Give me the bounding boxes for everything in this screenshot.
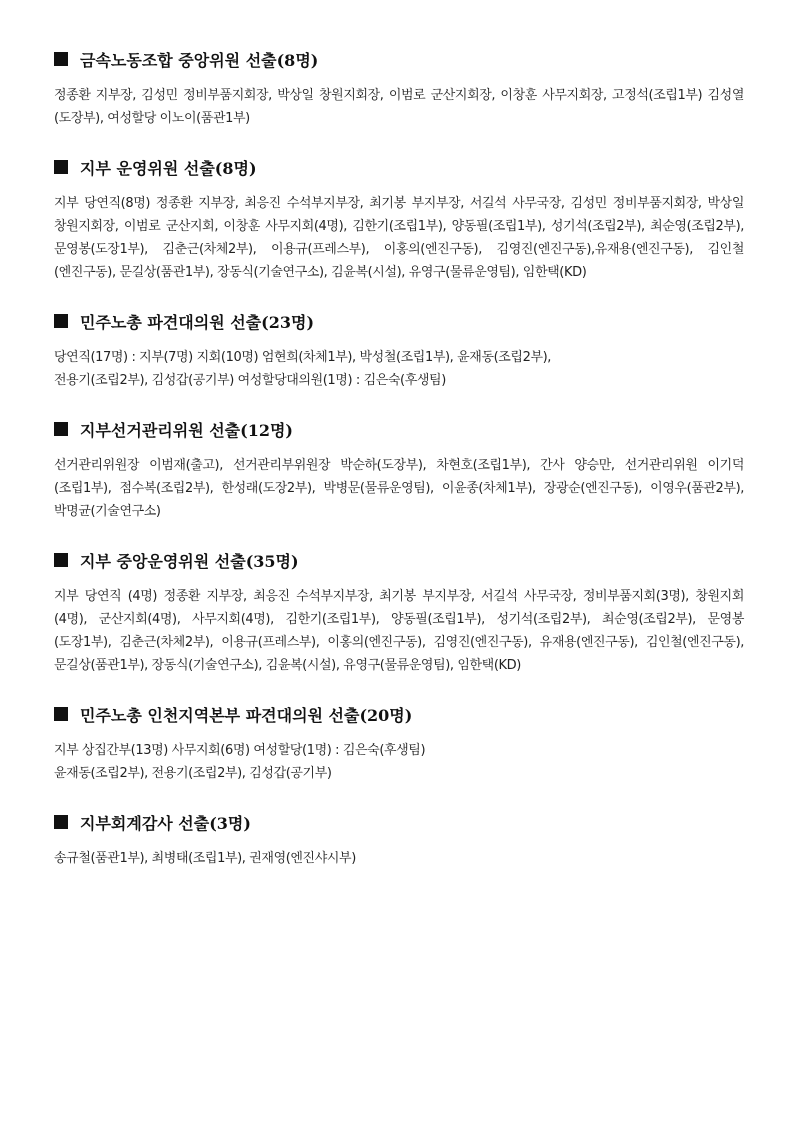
section-title: 지부 운영위원 선출(8명) [80, 158, 257, 178]
section-incheon-regional-delegates [54, 699, 744, 785]
section-body-line: 지부 상집간부(13명) 사무지회(6명) 여성할당(1명) : 김은숙(후생팀) [54, 743, 426, 758]
section-branch-steering-committee [54, 152, 744, 284]
section-body: 선거관리위원장 이범재(출고), 선거관리부위원장 박순하(도장부), 차현호(조립1부), 간사 양승만, 선거관리위원 이기덕(조립1부), 점수복(조립2부), 한성래(도장2부), 박병문(물류운영팀), 이윤종(차체1부), 장광순(엔진구동), 이영우(품관2부), 박명균(기술연구소) [54, 458, 744, 519]
section-title: 금속노동조합 중앙위원 선출(8명) [80, 50, 319, 70]
square-bullet-icon [54, 707, 68, 721]
section-kctu-delegates [54, 306, 744, 392]
section-heading [54, 152, 744, 182]
square-bullet-icon [54, 160, 68, 174]
section-heading [54, 414, 744, 444]
section-title: 민주노총 파견대의원 선출(23명) [80, 312, 315, 332]
section-body: 지부 당연직 (4명) 정종환 지부장, 최응진 수석부지부장, 최기봉 부지부장, 서길석 사무국장, 정비부품지회(3명), 창원지회(4명), 군산지회(4명), 사무지회(4명), 김한기(조립1부), 양동필(조립1부), 성기석(조립2부), 최순영(조립2부), 문영봉(도장1부), 김춘근(차체2부), 이용규(프레스부), 이홍의(엔진구동), 김영진(엔진구동), 유재용(엔진구동), 김인철(엔진구동), 문길상(품관1부), 장동식(기술연구소), 김윤복(시설), 유영구(물류운영팀), 임한택(KD) [54, 589, 744, 673]
square-bullet-icon [54, 52, 68, 66]
square-bullet-icon [54, 422, 68, 436]
square-bullet-icon [54, 553, 68, 567]
square-bullet-icon [54, 815, 68, 829]
section-body-line: 전용기(조립2부), 김성갑(공기부) 여성할당대의원(1명) : 김은숙(후생팀) [54, 373, 446, 388]
section-heading [54, 699, 744, 729]
section-heading [54, 44, 744, 74]
document-page [54, 44, 744, 892]
section-heading [54, 545, 744, 575]
section-body-line: 윤재동(조립2부), 전용기(조립2부), 김성갑(공기부) [54, 766, 332, 781]
section-heading [54, 306, 744, 336]
section-metal-union-central-committee [54, 44, 744, 130]
section-central-steering-committee [54, 545, 744, 677]
section-body-line: 당연직(17명) : 지부(7명) 지회(10명) 엄현희(차체1부), 박성철(조립1부), 윤재동(조립2부), [54, 350, 552, 365]
section-title: 지부선거관리위원 선출(12명) [80, 420, 293, 440]
section-title: 지부회계감사 선출(3명) [80, 813, 251, 833]
section-heading [54, 807, 744, 837]
square-bullet-icon [54, 314, 68, 328]
section-body: 송규철(품관1부), 최병태(조립1부), 권재영(엔진샤시부) [54, 851, 356, 866]
section-body: 지부 당연직(8명) 정종환 지부장, 최응진 수석부지부장, 최기봉 부지부장, 서길석 사무국장, 김성민 정비부품지회장, 박상일 창원지회장, 이범로 군산지회, 이창훈 사무지회(4명), 김한기(조립1부), 양동필(조립1부), 성기석(조립2부), 최순영(조립2부), 문영봉(도장1부), 김춘근(차체2부), 이용규(프레스부), 이홍의(엔진구동), 김영진(엔진구동),유재용(엔진구동), 김인철(엔진구동), 문길상(품관1부), 장동식(기술연구소), 김윤복(시설), 유영구(물류운영팀), 임한택(KD) [54, 196, 744, 280]
section-body: 정종환 지부장, 김성민 정비부품지회장, 박상일 창원지회장, 이범로 군산지회장, 이창훈 사무지회장, 고정석(조립1부) 김성열(도장부), 여성할당 이노이(품관1부) [54, 88, 744, 126]
section-title: 지부 중앙운영위원 선출(35명) [80, 551, 299, 571]
section-audit [54, 807, 744, 870]
section-election-committee [54, 414, 744, 523]
section-title: 민주노총 인천지역본부 파견대의원 선출(20명) [80, 705, 413, 725]
